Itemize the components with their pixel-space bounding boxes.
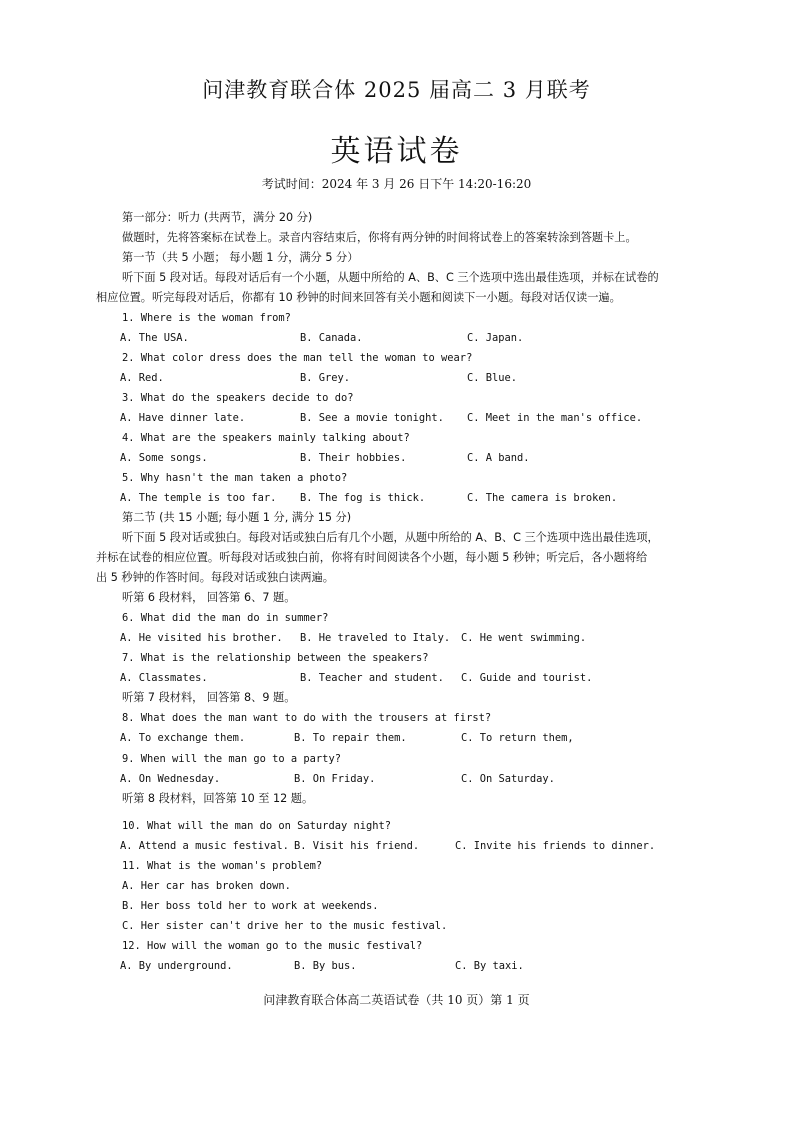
question-12-option-c: C. By taxi. bbox=[455, 960, 524, 972]
question-11-option-c: C. Her sister can't drive her to the music festival. bbox=[122, 920, 448, 932]
question-11-stem: 11. What is the woman's problem? bbox=[122, 860, 323, 872]
question-7-option-a: A. Classmates. bbox=[120, 672, 208, 684]
question-6-stem: 6. What did the man do in summer? bbox=[122, 612, 329, 624]
question-2-option-b: B. Grey. bbox=[300, 372, 351, 384]
question-1-option-a: A. The USA. bbox=[120, 332, 189, 344]
question-7-option-c: C. Guide and tourist. bbox=[461, 672, 593, 684]
question-12-stem: 12. How will the woman go to the music festival? bbox=[122, 940, 423, 952]
question-12-option-a: A. By underground. bbox=[120, 960, 233, 972]
question-3-option-c: C. Meet in the man's office. bbox=[467, 412, 643, 424]
question-10-option-c: C. Invite his friends to dinner. bbox=[455, 840, 656, 852]
question-5-option-c: C. The camera is broken. bbox=[467, 492, 618, 504]
question-10-option-b: B. Visit his friend. bbox=[294, 840, 420, 852]
question-9-option-a: A. On Wednesday. bbox=[120, 773, 221, 785]
question-11-option-a: A. Her car has broken down. bbox=[122, 880, 291, 892]
question-4-option-c: C. A band. bbox=[467, 452, 530, 464]
question-2-option-a: A. Red. bbox=[120, 372, 164, 384]
page-footer: 问津教育联合体高二英语试卷（共 10 页）第 1 页 bbox=[263, 993, 530, 1007]
question-8-option-a: A. To exchange them. bbox=[120, 732, 246, 744]
section2-instruction-line1: 听下面 5 段对话或独白。每段对话或独白后有几个小题，从题中所给的 A、B、C 三个选项中选出最佳选项， bbox=[122, 531, 659, 544]
section1-heading: 第一节（共 5 小题； 每小题 1 分，满分 5 分） bbox=[122, 251, 359, 264]
question-2-stem: 2. What color dress does the man tell the woman to wear? bbox=[122, 352, 473, 364]
question-10-option-a: A. Attend a music festival. bbox=[120, 840, 289, 852]
question-8-option-c: C. To return them, bbox=[461, 732, 574, 744]
question-5-option-a: A. The temple is too far. bbox=[120, 492, 277, 504]
question-5-option-b: B. The fog is thick. bbox=[300, 492, 426, 504]
material-7-note: 听第 7 段材料， 回答第 8、9 题。 bbox=[122, 691, 296, 704]
question-1-option-c: C. Japan. bbox=[467, 332, 524, 344]
question-12-option-b: B. By bus. bbox=[294, 960, 357, 972]
exam-title: 问津教育联合体 2025 届高二 3 月联考 bbox=[202, 78, 591, 102]
question-8-stem: 8. What does the man want to do with the trousers at first? bbox=[122, 712, 492, 724]
question-6-option-b: B. He traveled to Italy. bbox=[300, 632, 451, 644]
question-2-option-c: C. Blue. bbox=[467, 372, 518, 384]
material-6-note: 听第 6 段材料， 回答第 6、7 题。 bbox=[122, 591, 296, 604]
material-8-note: 听第 8 段材料，回答第 10 至 12 题。 bbox=[122, 792, 314, 805]
section1-instruction-line2: 相应位置。听完每段对话后，你都有 10 秒钟的时间来回答有关小题和阅读下一小题。每段对话仅读一遍。 bbox=[96, 291, 621, 304]
question-3-option-b: B. See a movie tonight. bbox=[300, 412, 444, 424]
question-4-option-b: B. Their hobbies. bbox=[300, 452, 407, 464]
question-4-stem: 4. What are the speakers mainly talking about? bbox=[122, 432, 410, 444]
question-7-option-b: B. Teacher and student. bbox=[300, 672, 444, 684]
question-4-option-a: A. Some songs. bbox=[120, 452, 208, 464]
question-6-option-a: A. He visited his brother. bbox=[120, 632, 283, 644]
section2-instruction-line2: 并标在试卷的相应位置。听每段对话或独白前，你将有时间阅读各个小题，每小题 5 秒钟；听完后，各小题将给 bbox=[96, 551, 648, 564]
question-3-option-a: A. Have dinner late. bbox=[120, 412, 246, 424]
question-1-option-b: B. Canada. bbox=[300, 332, 363, 344]
question-5-stem: 5. Why hasn't the man taken a photo? bbox=[122, 472, 348, 484]
question-8-option-b: B. To repair them. bbox=[294, 732, 407, 744]
question-7-stem: 7. What is the relationship between the speakers? bbox=[122, 652, 429, 664]
question-11-option-b: B. Her boss told her to work at weekends. bbox=[122, 900, 379, 912]
section2-instruction-line3: 出 5 秒钟的作答时间。每段对话或独白读两遍。 bbox=[96, 571, 334, 584]
question-9-option-b: B. On Friday. bbox=[294, 773, 376, 785]
question-6-option-c: C. He went swimming. bbox=[461, 632, 587, 644]
section1-instruction-line1: 听下面 5 段对话。每段对话后有一个小题，从题中所给的 A、B、C 三个选项中选出最佳选项，并标在试卷的 bbox=[122, 271, 659, 284]
question-10-stem: 10. What will the man do on Saturday night? bbox=[122, 820, 391, 832]
section2-heading: 第二节 (共 15 小题; 每小题 1 分, 满分 15 分) bbox=[122, 511, 352, 524]
question-9-option-c: C. On Saturday. bbox=[461, 773, 555, 785]
part1-heading: 第一部分：听力 (共两节，满分 20 分) bbox=[122, 211, 313, 224]
exam-subtitle: 英语试卷 bbox=[330, 134, 463, 169]
question-9-stem: 9. When will the man go to a party? bbox=[122, 753, 341, 765]
part1-instruction: 做题时，先将答案标在试卷上。录音内容结束后，你将有两分钟的时间将试卷上的答案转涂到答题卡上。 bbox=[122, 231, 637, 244]
question-1-stem: 1. Where is the woman from? bbox=[122, 312, 291, 324]
question-3-stem: 3. What do the speakers decide to do? bbox=[122, 392, 354, 404]
exam-time: 考试时间：2024 年 3 月 26 日下午 14:20-16:20 bbox=[261, 177, 532, 191]
